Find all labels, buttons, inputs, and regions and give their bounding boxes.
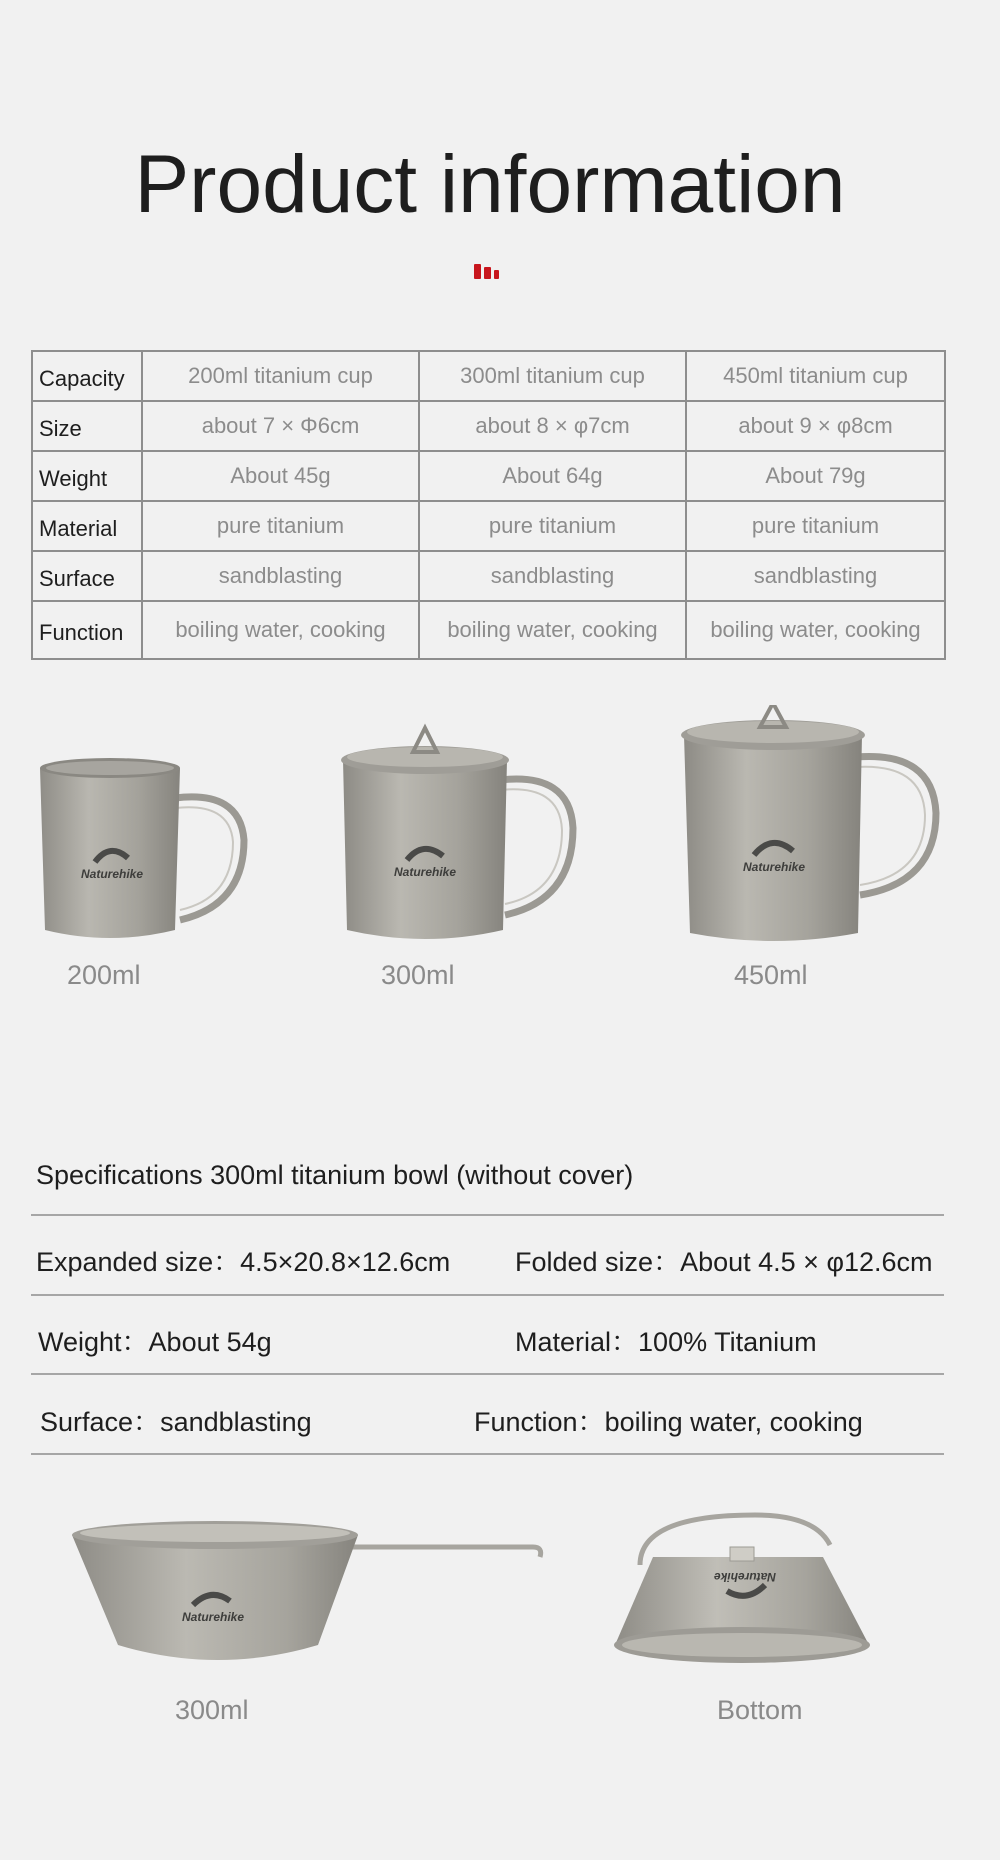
table-cell: about 9 × φ8cm	[686, 401, 945, 451]
bowl-surface	[40, 1400, 312, 1439]
page-title: Product information	[134, 139, 846, 230]
table-row	[32, 501, 945, 551]
table-cell: boiling water, cooking	[686, 601, 945, 659]
surface-value: sandblasting	[160, 1407, 312, 1437]
table-row	[32, 451, 945, 501]
table-row	[32, 401, 945, 451]
surface-label: Surface：	[40, 1407, 161, 1437]
material-value: 100% Titanium	[638, 1327, 817, 1357]
cup-450ml-image	[678, 705, 948, 950]
bowl-bottom-brand: Naturehike	[713, 1570, 777, 1584]
table-cell: About 64g	[419, 451, 686, 501]
bowl-material	[515, 1320, 817, 1359]
function-label: Function：	[474, 1407, 605, 1437]
bowl-weight	[38, 1320, 272, 1359]
bowl-300ml-caption: 300ml	[175, 1695, 249, 1725]
weight-label: Weight：	[38, 1327, 149, 1357]
bowl-function	[474, 1400, 863, 1439]
spec-table	[31, 350, 946, 660]
table-row	[32, 601, 945, 659]
accent-marker	[474, 264, 502, 284]
expanded-size	[36, 1240, 450, 1279]
table-row	[32, 551, 945, 601]
row-label: Surface	[32, 551, 142, 601]
cup-200ml-caption: 200ml	[67, 960, 141, 990]
divider	[31, 1294, 944, 1296]
expanded-size-label: Expanded size：	[36, 1247, 241, 1277]
bowl-spec-heading: Specifications 300ml titanium bowl (without cover)	[36, 1160, 634, 1190]
table-cell: pure titanium	[419, 501, 686, 551]
row-label: Capacity	[32, 351, 142, 401]
table-cell: pure titanium	[142, 501, 419, 551]
table-cell: boiling water, cooking	[142, 601, 419, 659]
expanded-size-value: 4.5×20.8×12.6cm	[240, 1247, 451, 1277]
table-cell: about 7 × Φ6cm	[142, 401, 419, 451]
cup-450ml-caption: 450ml	[734, 960, 808, 990]
folded-size	[515, 1240, 933, 1279]
row-label: Size	[32, 401, 142, 451]
cup-300ml-image	[335, 720, 585, 950]
row-label: Weight	[32, 451, 142, 501]
cup-450ml-brand: Naturehike	[742, 860, 806, 874]
table-cell: About 79g	[686, 451, 945, 501]
divider	[31, 1453, 944, 1455]
row-label: Material	[32, 501, 142, 551]
bowl-bottom-caption: Bottom	[717, 1695, 803, 1725]
table-cell: sandblasting	[419, 551, 686, 601]
divider	[31, 1373, 944, 1375]
table-cell: boiling water, cooking	[419, 601, 686, 659]
table-cell: sandblasting	[142, 551, 419, 601]
table-cell: sandblasting	[686, 551, 945, 601]
cup-200ml-brand: Naturehike	[80, 867, 144, 881]
table-cell: 200ml titanium cup	[142, 351, 419, 401]
table-cell: about 8 × φ7cm	[419, 401, 686, 451]
cup-300ml-brand: Naturehike	[393, 865, 457, 879]
folded-size-value: About 4.5 × φ12.6cm	[680, 1247, 933, 1277]
table-cell: 300ml titanium cup	[419, 351, 686, 401]
row-label: Function	[32, 601, 142, 659]
cup-200ml-image	[30, 750, 250, 950]
function-value: boiling water, cooking	[604, 1407, 863, 1437]
cup-300ml-caption: 300ml	[381, 960, 455, 990]
divider	[31, 1214, 944, 1216]
weight-value: About 54g	[148, 1327, 272, 1357]
table-cell: 450ml titanium cup	[686, 351, 945, 401]
table-row	[32, 351, 945, 401]
table-cell: pure titanium	[686, 501, 945, 551]
table-cell: About 45g	[142, 451, 419, 501]
bowl-300ml-brand: Naturehike	[181, 1610, 245, 1624]
bowl-bottom-image	[605, 1505, 885, 1685]
material-label: Material：	[515, 1327, 639, 1357]
bowl-300ml-image	[68, 1505, 548, 1675]
folded-size-label: Folded size：	[515, 1247, 681, 1277]
